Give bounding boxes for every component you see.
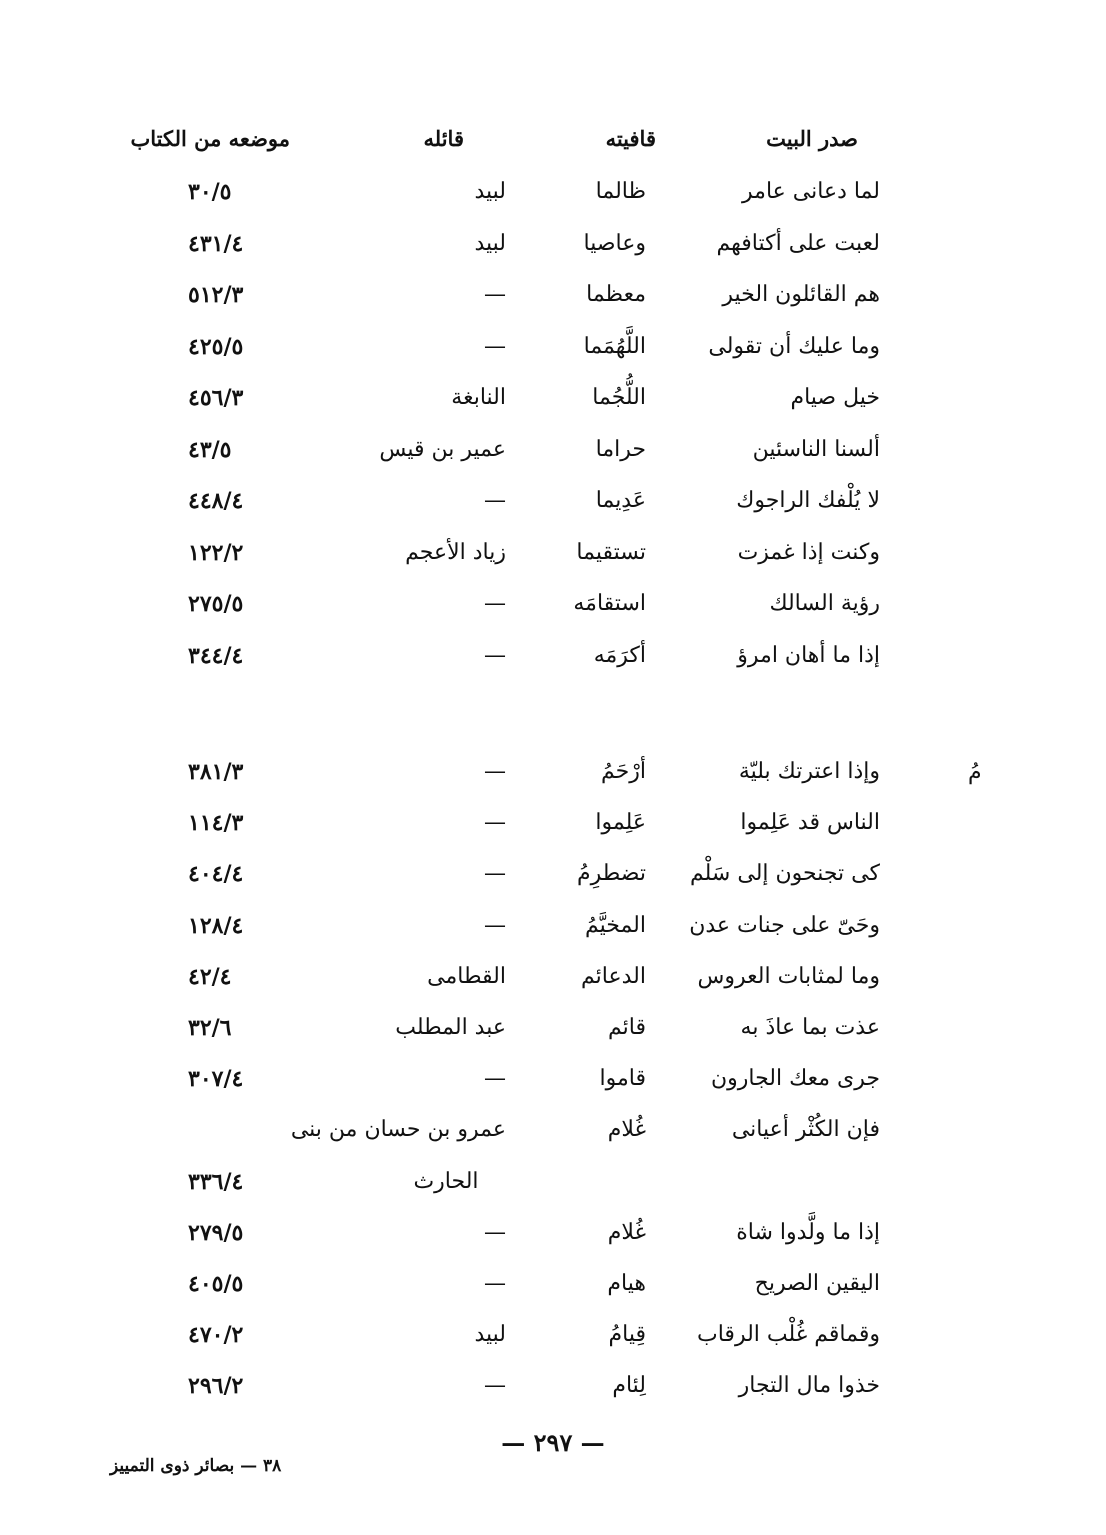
poet-cell: لبيد [474, 179, 506, 204]
table-row [0, 327, 1106, 367]
verse-start-cell: خذوا مال التجار [738, 1373, 880, 1399]
location-cell: ٤٣/٥ [188, 436, 232, 463]
table-row [0, 906, 1106, 946]
verse-start-cell: وإذا اعترتك بليّة [738, 759, 880, 784]
verse-start-cell: اليقين الصريح [754, 1271, 880, 1296]
poet-cell: عمير بن قيس [379, 436, 506, 462]
table-row [0, 1366, 1106, 1406]
rhyme-letter-marker: مُ [968, 760, 982, 785]
location-cell: ٤٧٠/٢ [188, 1322, 244, 1349]
table-row [0, 224, 1106, 264]
poet-cell: — [484, 642, 506, 668]
rhyme-cell: عَدِيما [595, 488, 646, 513]
location-cell: ٤٢/٤ [188, 963, 232, 990]
table-row [0, 1315, 1106, 1355]
verse-start-cell: وما لمثابات العروس [697, 963, 880, 989]
table-row [0, 275, 1106, 315]
verse-start-cell: فإن الكُثْر أعيانى [731, 1117, 880, 1143]
verse-start-cell: الناس قد عَلِموا [740, 810, 880, 836]
page-number: — ٢٩٧ — [501, 1428, 605, 1457]
table-row [0, 378, 1106, 418]
table-row [0, 172, 1106, 212]
rhyme-cell: أرْحَمُ [601, 759, 646, 784]
verse-start-cell: لا يُلْفك الراجوك [736, 488, 880, 513]
verse-start-cell: ألسنا الناسئين [752, 436, 880, 462]
table-row [0, 636, 1106, 676]
rhyme-cell: لِئام [612, 1373, 646, 1399]
rhyme-cell: عَلِموا [595, 810, 646, 836]
verse-start-cell: رؤية السالك [769, 591, 880, 616]
poet-cell: — [484, 810, 506, 836]
location-cell: ٣٢/٦ [188, 1015, 232, 1041]
header-rhyme: قافيته [605, 126, 656, 151]
verse-start-cell: لعبت على أكتافهم [716, 230, 880, 256]
table-row [0, 533, 1106, 573]
poet-cell: عبد المطلب [395, 1015, 506, 1040]
verse-start-cell: وقماقم غُلْب الرقاب [697, 1322, 880, 1348]
location-cell: ٤٤٨/٤ [188, 488, 244, 514]
table-row [0, 1110, 1106, 1150]
verse-start-cell: إذا ما أهان امرؤ [737, 642, 880, 668]
location-cell: ١٢٨/٤ [188, 912, 244, 939]
poet-cell: — [484, 591, 506, 616]
poet-cell: النابغة [451, 385, 506, 410]
poet-cell: — [484, 1373, 506, 1399]
location-cell: ١١٤/٣ [188, 810, 244, 837]
location-cell: ٢٧٥/٥ [188, 591, 244, 617]
poet-cell: — [484, 333, 506, 359]
location-cell: ٣٠٧/٤ [188, 1066, 244, 1093]
location-cell: ٣٣٦/٤ [188, 1168, 244, 1195]
rhyme-cell: ظالما [595, 179, 646, 204]
verse-start-cell: إذا ما ولَّدوا شاة [736, 1219, 880, 1245]
verse-start-cell: هم القائلون الخير [722, 282, 880, 307]
poet-cell: زياد الأعجم [405, 539, 506, 565]
rhyme-cell: حراما [595, 436, 646, 462]
table-row [0, 957, 1106, 997]
table-row [0, 1162, 1106, 1202]
verse-start-cell: وحَىّ على جنات عدن [689, 912, 880, 938]
poet-cell: — [484, 1219, 506, 1245]
rhyme-cell: قائم [608, 1015, 646, 1040]
poet-cell: — [484, 488, 506, 513]
table-row [0, 854, 1106, 894]
location-cell: ٣٠/٥ [188, 179, 232, 205]
verse-start-cell: لما دعانى عامر [742, 179, 880, 204]
table-row [0, 584, 1106, 624]
poet-cell: لبيد [474, 1322, 506, 1348]
rhyme-cell: تضطرِمُ [576, 861, 646, 887]
rhyme-cell: تستقيما [576, 539, 646, 565]
verse-start-cell: خيل صيام [790, 385, 880, 410]
header-location: موضعه من الكتاب [130, 126, 290, 151]
poet-cell: لبيد [474, 230, 506, 256]
rhyme-cell: المخيَّمُ [584, 912, 646, 938]
location-cell: ٣٨١/٣ [188, 759, 244, 785]
table-row [0, 1213, 1106, 1253]
header-poet: قائله [423, 126, 464, 151]
location-cell: ٤٢٥/٥ [188, 333, 244, 360]
rhyme-cell: غُلام [607, 1219, 646, 1245]
rhyme-cell: قِيامُ [608, 1322, 646, 1348]
table-row [0, 1059, 1106, 1099]
location-cell: ٤٣١/٤ [188, 230, 244, 257]
table-row [0, 1008, 1106, 1048]
location-cell: ١٢٢/٢ [188, 539, 244, 566]
table-row [0, 430, 1106, 470]
poet-cell: — [484, 912, 506, 938]
location-cell: ٢٩٦/٢ [188, 1373, 244, 1400]
poet-cell: عمرو بن حسان من بنى [290, 1117, 506, 1143]
verse-start-cell: وما عليك أن تقولى [708, 333, 880, 359]
rhyme-cell: قاموا [599, 1066, 646, 1092]
rhyme-cell: اللَّهُمَما [583, 333, 646, 359]
location-cell: ٤٠٤/٤ [188, 861, 244, 888]
poet-cell: الحارث [413, 1168, 479, 1194]
table-row [0, 803, 1106, 843]
verse-start-cell: جرى معك الجارون [710, 1066, 880, 1092]
poet-cell: القطامى [427, 963, 506, 989]
verse-start-cell: عذت بما عاذَ به [740, 1015, 880, 1040]
table-row [0, 481, 1106, 521]
rhyme-cell: وعاصيا [583, 230, 646, 256]
location-cell: ٤٥٦/٣ [188, 385, 244, 411]
location-cell: ٢٧٩/٥ [188, 1219, 244, 1246]
rhyme-cell: أكرَمَه [593, 642, 646, 668]
rhyme-cell: اللُّجُما [592, 385, 646, 410]
rhyme-cell: غُلام [607, 1117, 646, 1143]
location-cell: ٤٠٥/٥ [188, 1271, 244, 1297]
table-row [0, 1264, 1106, 1304]
rhyme-cell: الدعائم [581, 963, 646, 989]
rhyme-cell: هيام [607, 1271, 646, 1296]
poet-cell: — [484, 861, 506, 887]
poet-cell: — [484, 1271, 506, 1296]
running-footer: ٣٨ — بصائر ذوى التمييز [110, 1456, 282, 1476]
poet-cell: — [484, 759, 506, 784]
header-verse-start: صدر البيت [766, 126, 858, 151]
rhyme-cell: معظما [586, 282, 646, 307]
location-cell: ٣٤٤/٤ [188, 642, 244, 669]
rhyme-cell: استقامَه [573, 591, 646, 616]
poet-cell: — [484, 282, 506, 307]
location-cell: ٥١٢/٣ [188, 282, 244, 308]
verse-start-cell: وكنت إذا غمزت [737, 539, 880, 565]
poet-cell: — [484, 1066, 506, 1092]
table-row [0, 752, 1106, 792]
verse-start-cell: كى تجنحون إلى سَلْم [690, 861, 880, 887]
